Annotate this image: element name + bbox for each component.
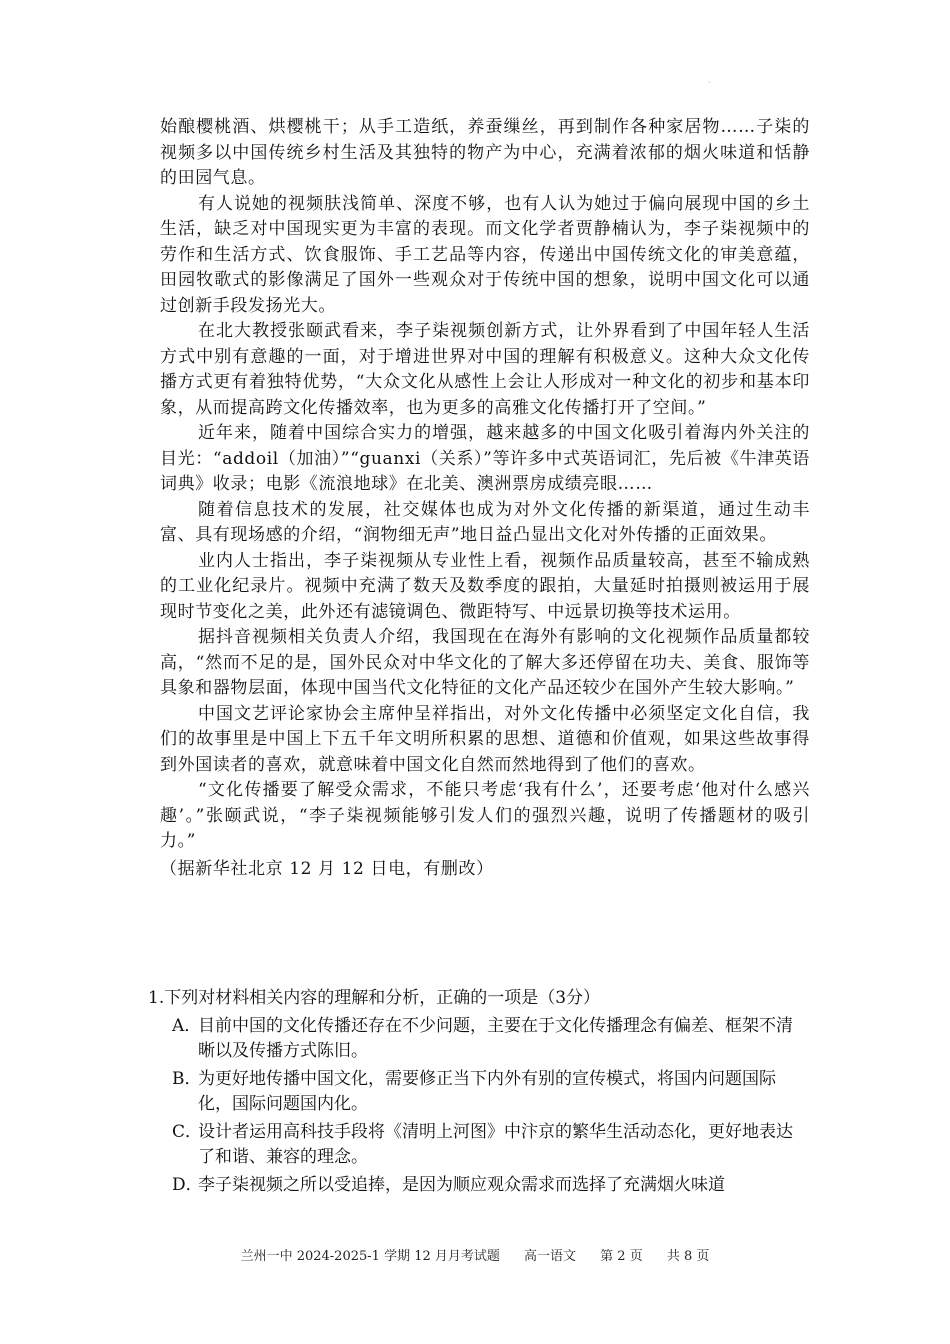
article-paragraph: 中国文艺评论家协会主席仲呈祥指出，对外文化传播中必须坚定文化自信，我们的故事里是中国上下五千年文明所积累的思想、道德和价值观，如果这些故事得到外国读者的喜欢，就意味着中国文化自然而然地得到了他们的喜欢。 xyxy=(160,703,810,775)
option-text: 为更好地传播中国文化，需要修正当下内外有别的宣传模式，将国内问题国际化，国际问题国内化。 xyxy=(198,1068,776,1114)
article-body xyxy=(160,115,810,882)
article-paragraph: “文化传播要了解受众需求，不能只考虑‘我有什么’，还要考虑‘他对什么感兴趣’。”张颐武说，“李子柒视频能够引发人们的强烈兴趣，说明了传播题材的吸引力。” xyxy=(160,780,810,851)
footer-subject: 高一语文 xyxy=(524,1249,577,1264)
question-1 xyxy=(148,986,808,1200)
option-letter: D． xyxy=(172,1174,203,1195)
article-paragraph: 有人说她的视频肤浅简单、深度不够，也有人认为她过于偏向展现中国的乡土生活，缺乏对中国现实更为丰富的表现。而文化学者贾静楠认为，李子柒视频中的劳作和生活方式、饮食服饰、手工艺品等内容，传递出中国传统文化的审美意蕴，田园牧歌式的影像满足了国外一些观众对于传统中国的想象，说明中国文化可以通过创新手段发扬光大。 xyxy=(160,193,810,316)
option-c xyxy=(148,1120,808,1171)
page-footer xyxy=(0,1245,950,1264)
option-text: 目前中国的文化传播还存在不少问题，主要在于文化传播理念有偏差、框架不清晰以及传播方式陈旧。 xyxy=(198,1015,793,1061)
scan-dot: · xyxy=(708,78,711,87)
article-paragraph: 业内人士指出，李子柒视频从专业性上看，视频作品质量较高，甚至不输成熟的工业化纪录片。视频中充满了数天及数季度的跟拍，大量延时拍摄则被运用于展现时节变化之美，此外还有滤镜调色、微距特写、中远景切换等技术运用。 xyxy=(160,550,810,622)
footer-exam-title: 兰州一中 2024-2025-1 学期 12 月月考试题 xyxy=(240,1249,500,1264)
option-letter: C． xyxy=(172,1121,203,1142)
option-letter: A． xyxy=(172,1015,202,1036)
question-stem: 1.下列对材料相关内容的理解和分析，正确的一项是（3分） xyxy=(148,988,601,1008)
article-paragraph: 在北大教授张颐武看来，李子柒视频创新方式，让外界看到了中国年轻人生活方式中别有意趣的一面，对于增进世界对中国的理解有积极意义。这种大众文化传播方式更有着独特优势，“大众文化从感性上会让人形成对一种文化的初步和基本印象，从而提高跨文化传播效率，也为更多的高雅文化传播打开了空间。” xyxy=(160,321,810,418)
option-text: 李子柒视频之所以受追捧，是因为顺应观众需求而选择了充满烟火味道 xyxy=(198,1174,725,1195)
option-text: 设计者运用高科技手段将《清明上河图》中汴京的繁华生活动态化，更好地表达了和谐、兼容的理念。 xyxy=(198,1121,793,1167)
article-paragraph: 近年来，随着中国综合实力的增强，越来越多的中国文化吸引着海内外关注的目光：“addoil（加油）”“guanxi（关系）”等许多中式英语词汇，先后被《牛津英语词典》收录；电影《流浪地球》在北美、澳洲票房成绩亮眼…… xyxy=(160,423,810,494)
article-paragraph: 随着信息技术的发展，社交媒体也成为对外文化传播的新渠道，通过生动丰富、具有现场感的介绍，“润物细无声”地日益凸显出文化对外传播的正面效果。 xyxy=(160,499,810,545)
option-letter: B． xyxy=(172,1068,202,1089)
option-b xyxy=(148,1067,808,1118)
option-d xyxy=(148,1173,808,1199)
footer-total-pages: 共 8 页 xyxy=(666,1249,710,1264)
article-source: （据新华社北京 12 月 12 日电，有删改） xyxy=(160,858,494,879)
option-a xyxy=(148,1014,808,1065)
footer-page-number: 第 2 页 xyxy=(600,1249,643,1264)
article-paragraph: 始酿樱桃酒、烘樱桃干；从手工造纸，养蚕缫丝，再到制作各种家居物……子柒的视频多以中国传统乡村生活及其独特的物产为中心，充满着浓郁的烟火味道和恬静的田园气息。 xyxy=(160,117,810,188)
article-paragraph: 据抖音视频相关负责人介绍，我国现在在海外有影响的文化视频作品质量都较高，“然而不足的是，国外民众对中华文化的了解大多还停留在功夫、美食、服饰等具象和器物层面，体现中国当代文化特征的文化产品还较少在国外产生较大影响。” xyxy=(160,627,810,698)
